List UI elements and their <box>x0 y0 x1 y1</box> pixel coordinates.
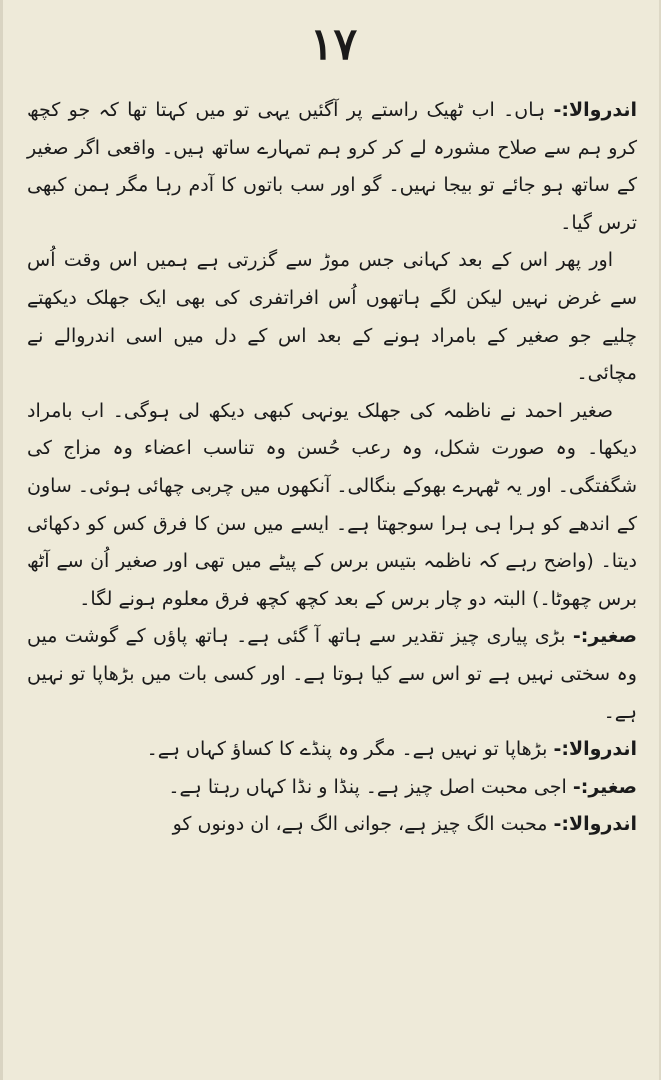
dialogue-text: محبت الگ چیز ہے، جوانی الگ ہے، ان دونوں کو <box>172 813 548 836</box>
speaker-name: اندروالا:- <box>553 99 637 121</box>
dialogue-text: ہاں۔ اب ٹھیک راستے پر آگئیں یہی تو میں کہتا تھا کہ جو کچھ کرو ہم سے صلاح مشورہ لے کر کرو ہم تمہارے ساتھ ہیں۔ واقعی اگر صغیر کے ساتھ ہو جائے تو بیجا نہیں۔ گو اور سب باتوں کا آدم رہا مگر ہمن کبھی ترس گیا۔ <box>27 99 637 234</box>
dialogue-paragraph <box>27 92 637 242</box>
narration-paragraph <box>27 393 637 619</box>
dialogue-paragraph <box>27 618 637 731</box>
dialogue-text: بڑی پیاری چیز تقدیر سے ہاتھ آ گئی ہے۔ ہاتھ پاؤں کے گوشت میں وہ سختی نہیں ہے تو اس سے کیا ہوتا ہے۔ اور کسی بات میں بڑھاپا تو نہیں ہے۔ <box>27 625 637 723</box>
dialogue-paragraph <box>27 806 637 844</box>
narration-text: اور پھر اس کے بعد کہانی جس موڑ سے گزرتی ہے ہمیں اس وقت اُس سے غرض نہیں لیکن لگے ہاتھوں اُس افراتفری کی بھی ایک جھلک دیکھتے چلیے جو صغیر کے بامراد ہونے کے بعد اس کے دل میں اسی اندروالے نے مچائی۔ <box>27 249 637 385</box>
dialogue-text: بڑھاپا تو نہیں ہے۔ مگر وہ پنڈے کا کساؤ کہاں ہے۔ <box>146 738 548 761</box>
page-number: ۱۷ <box>309 19 358 70</box>
speaker-name: صغیر:- <box>572 775 637 798</box>
speaker-name: اندروالا:- <box>553 738 637 761</box>
speaker-name: صغیر:- <box>572 625 637 648</box>
narration-text: صغیر احمد نے ناظمہ کی جھلک یونہی کبھی دیکھ لی ہوگی۔ اب بامراد دیکھا۔ وہ صورت شکل، وہ رعب حُسن وہ تناسب اعضاء وہ مزاج کی شگفتگی۔ اور یہ ٹھہرے بھوکے بنگالی۔ آنکھوں میں چربی چھائی ہوئی۔ ساون کے اندھے کو ہرا ہی ہرا سوجھتا ہے۔ ایسے میں سن کا فرق کس کو دکھائی دیتا۔ (واضح رہے کہ ناظمہ بتیس برس کے پیٹے میں تھی اور صغیر اُن سے آٹھ برس چھوٹا۔) البتہ دو چار برس کے بعد کچھ کچھ فرق معلوم ہونے لگا۔ <box>27 399 637 610</box>
dialogue-paragraph <box>27 769 637 807</box>
dialogue-text: اجی محبت اصل چیز ہے۔ پنڈا و نڈا کہاں رہتا ہے۔ <box>168 775 567 798</box>
speaker-name: اندروالا:- <box>553 813 637 836</box>
dialogue-paragraph <box>27 731 637 769</box>
narration-paragraph <box>27 242 637 392</box>
page-body-text <box>27 92 637 844</box>
